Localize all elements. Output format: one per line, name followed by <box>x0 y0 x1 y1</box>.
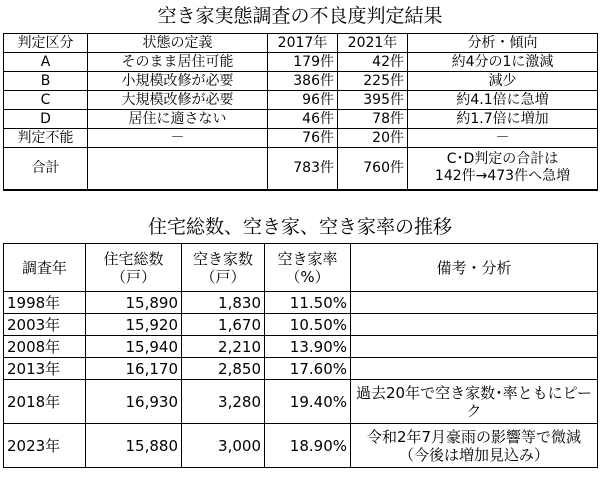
table-row <box>4 380 598 424</box>
header-housing-line1: 住宅総数 <box>103 249 164 268</box>
count-2021-cell: 20件 <box>338 129 408 148</box>
rate-cell: 13.90% <box>265 336 351 358</box>
table-row <box>4 91 598 110</box>
total-label-cell: 合計 <box>4 148 88 190</box>
vacant-cell: 1,670 <box>182 314 265 336</box>
count-2021-cell: 225件 <box>338 72 408 91</box>
table2-header-row <box>4 244 598 292</box>
year-cell: 1998年 <box>4 292 86 314</box>
table-row <box>4 336 598 358</box>
notes-cell <box>351 358 598 380</box>
table-row <box>4 72 598 91</box>
total-note-line1: C･D判定の合計は <box>446 151 559 168</box>
count-2017-cell: 46件 <box>268 110 338 129</box>
table-row <box>4 424 598 468</box>
header-vacant <box>182 244 265 292</box>
rate-cell: 17.60% <box>265 358 351 380</box>
analysis-cell: 約4.1倍に急増 <box>408 91 598 110</box>
category-cell: D <box>4 110 88 129</box>
housing-cell: 15,940 <box>86 336 182 358</box>
table1-header-row <box>4 34 598 53</box>
housing-vacancy-table <box>3 243 598 468</box>
analysis-cell: 約4分の1に激減 <box>408 53 598 72</box>
year-cell: 2023年 <box>4 424 86 468</box>
category-cell: B <box>4 72 88 91</box>
rate-cell: 18.90% <box>265 424 351 468</box>
rate-cell: 10.50% <box>265 314 351 336</box>
vacant-cell: 3,280 <box>182 380 265 424</box>
header-notes: 備考・分析 <box>351 244 598 292</box>
housing-cell: 15,890 <box>86 292 182 314</box>
table-row <box>4 314 598 336</box>
notes-cell <box>351 336 598 358</box>
table1-total-row <box>4 148 598 190</box>
year-cell: 2018年 <box>4 380 86 424</box>
total-2021-cell: 760件 <box>338 148 408 190</box>
table-row <box>4 358 598 380</box>
table-row <box>4 110 598 129</box>
year-cell: 2008年 <box>4 336 86 358</box>
year-cell: 2013年 <box>4 358 86 380</box>
table1-title: 空き家実態調査の不良度判定結果 <box>157 5 443 27</box>
analysis-cell: － <box>408 129 598 148</box>
count-2021-cell: 42件 <box>338 53 408 72</box>
year-cell: 2003年 <box>4 314 86 336</box>
header-vacant-line1: 空き家数 <box>192 249 253 268</box>
table-row <box>4 292 598 314</box>
header-category: 判定区分 <box>4 34 88 53</box>
category-cell: 判定不能 <box>4 129 88 148</box>
vacant-cell: 3,000 <box>182 424 265 468</box>
category-cell: C <box>4 91 88 110</box>
defect-judgment-table <box>3 33 598 191</box>
housing-cell: 15,880 <box>86 424 182 468</box>
header-2021: 2021年 <box>338 34 408 53</box>
header-housing-line2: （戸） <box>110 267 156 286</box>
count-2017-cell: 179件 <box>268 53 338 72</box>
header-year: 調査年 <box>4 244 86 292</box>
definition-cell: 大規模改修が必要 <box>88 91 268 110</box>
header-definition: 状態の定義 <box>88 34 268 53</box>
notes-cell <box>351 292 598 314</box>
header-vacant-line2: （戸） <box>200 267 246 286</box>
count-2017-cell: 386件 <box>268 72 338 91</box>
header-rate-line1: 空き家率 <box>277 249 338 268</box>
header-rate <box>265 244 351 292</box>
vacant-cell: 2,210 <box>182 336 265 358</box>
header-rate-line2: （%） <box>285 267 330 286</box>
notes-cell: 過去20年で空き家数･率ともにピーク <box>351 380 598 424</box>
vacant-cell: 2,850 <box>182 358 265 380</box>
analysis-cell: 約1.7倍に増加 <box>408 110 598 129</box>
count-2021-cell: 395件 <box>338 91 408 110</box>
notes-cell <box>351 314 598 336</box>
notes-cell: 令和2年7月豪雨の影響等で微減（今後は増加見込み） <box>351 424 598 468</box>
housing-cell: 16,170 <box>86 358 182 380</box>
table-row <box>4 53 598 72</box>
total-analysis-cell <box>408 148 598 190</box>
housing-cell: 15,920 <box>86 314 182 336</box>
housing-cell: 16,930 <box>86 380 182 424</box>
header-analysis: 分析・傾向 <box>408 34 598 53</box>
total-note-line2: 142件→473件へ急増 <box>434 168 571 185</box>
definition-cell: そのまま居住可能 <box>88 53 268 72</box>
definition-cell: 居住に適さない <box>88 110 268 129</box>
rate-cell: 19.40% <box>265 380 351 424</box>
total-definition-cell <box>88 148 268 190</box>
category-cell: A <box>4 53 88 72</box>
table2-title: 住宅総数、空き家、空き家率の推移 <box>147 216 452 238</box>
count-2017-cell: 96件 <box>268 91 338 110</box>
definition-cell: 小規模改修が必要 <box>88 72 268 91</box>
table-row <box>4 129 598 148</box>
vacant-cell: 1,830 <box>182 292 265 314</box>
definition-cell: － <box>88 129 268 148</box>
total-2017-cell: 783件 <box>268 148 338 190</box>
analysis-cell: 減少 <box>408 72 598 91</box>
header-2017: 2017年 <box>268 34 338 53</box>
count-2017-cell: 76件 <box>268 129 338 148</box>
count-2021-cell: 78件 <box>338 110 408 129</box>
header-housing-total <box>86 244 182 292</box>
rate-cell: 11.50% <box>265 292 351 314</box>
